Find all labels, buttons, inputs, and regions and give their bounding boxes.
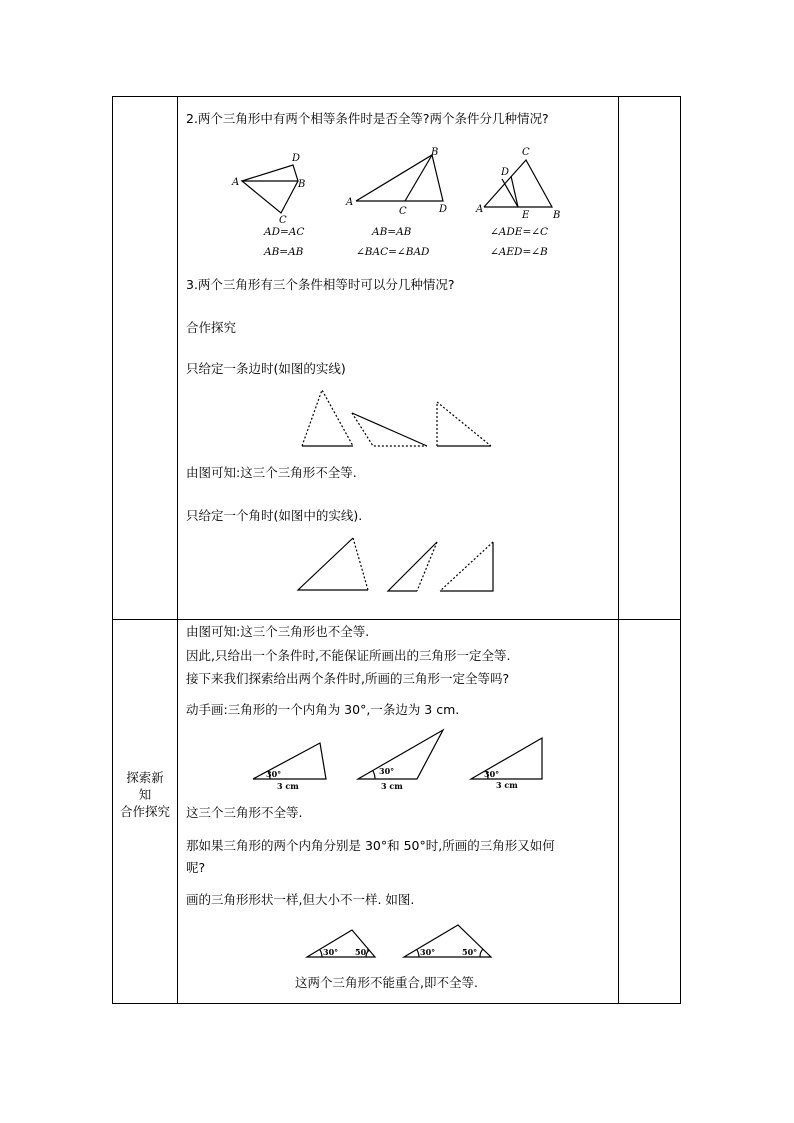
- fig3-triangles: [484, 160, 552, 207]
- fig3-label-c: C: [522, 147, 530, 158]
- angle-label: 30°: [420, 947, 436, 957]
- question-line-1: 那如果三角形的两个内角分别是 30°和 50°时,所画的三角形又如何: [186, 838, 555, 853]
- shape-same-text: 画的三角形形状一样,但大小不一样. 如图.: [186, 892, 415, 907]
- fig3-label-a: A: [476, 204, 484, 215]
- angle-label: 30°: [266, 769, 282, 779]
- fig2-cond2: ∠BAC=∠BAD: [356, 246, 430, 258]
- fig1-label-b: B: [298, 179, 306, 190]
- fig2-label-b: B: [431, 147, 439, 158]
- fig2-triangles: [356, 155, 443, 201]
- fig1-label-d: D: [292, 153, 301, 164]
- question-3: 3.两个三角形有三个条件相等时可以分几种情况?: [186, 277, 455, 292]
- one-angle-triangles: [298, 538, 493, 591]
- question-2: 2.两个三角形中有两个相等条件时是否全等?两个条件分几种情况?: [186, 111, 549, 126]
- angle-label: 50°: [355, 947, 371, 957]
- conclusion-2: 由图可知:这三个三角形也不全等.: [186, 624, 370, 639]
- final-text: 这两个三角形不能重合,即不全等.: [295, 975, 478, 990]
- angle-label: 30°: [323, 947, 339, 957]
- angle-label: 30°: [484, 769, 500, 779]
- angle-label: 30°: [379, 766, 395, 776]
- one-side-text: 只给定一条边时(如图的实线): [186, 361, 346, 376]
- fig1-triangles: [242, 165, 298, 213]
- question-line-2: 呢?: [186, 860, 206, 875]
- fig3-cond1: ∠ADE=∠C: [490, 226, 549, 238]
- section-label: 探索新 知 合作探究: [119, 770, 170, 819]
- side-label: 3 cm: [277, 781, 299, 791]
- next-text: 接下来我们探索给出两个条件时,所画的三角形一定全等吗?: [186, 671, 510, 686]
- fig1-cond2: AB=AB: [264, 246, 304, 258]
- fig2-cond1: AB=AB: [372, 226, 412, 238]
- side-label: 3 cm: [496, 780, 518, 790]
- fig1-cond1: AD=AC: [264, 226, 305, 238]
- conclusion-1: 由图可知:这三个三角形不全等.: [186, 465, 357, 480]
- fig2-label-a: A: [346, 197, 354, 208]
- fig1-label-c: C: [279, 215, 287, 226]
- explore-title: 合作探究: [186, 320, 237, 335]
- one-side-triangles: [302, 390, 491, 446]
- handson-text: 动手画:三角形的一个内角为 30°,一条边为 3 cm.: [186, 702, 460, 717]
- one-angle-text: 只给定一个角时(如图中的实线).: [186, 508, 363, 523]
- fig3-cond2: ∠AED=∠B: [490, 246, 548, 258]
- side-label: 3 cm: [381, 781, 403, 791]
- not-congruent-text: 这三个三角形不全等.: [186, 805, 303, 820]
- fig2-label-c: C: [399, 206, 407, 217]
- fig2-label-d: D: [439, 204, 448, 215]
- therefore-text: 因此,只给出一个条件时,不能保证所画出的三角形一定全等.: [186, 648, 511, 663]
- fig3-label-d: D: [501, 167, 510, 178]
- fig1-label-a: A: [232, 177, 240, 188]
- angle-label: 50°: [462, 947, 478, 957]
- fig3-label-b: B: [553, 210, 561, 221]
- fig3-label-e: E: [522, 210, 530, 221]
